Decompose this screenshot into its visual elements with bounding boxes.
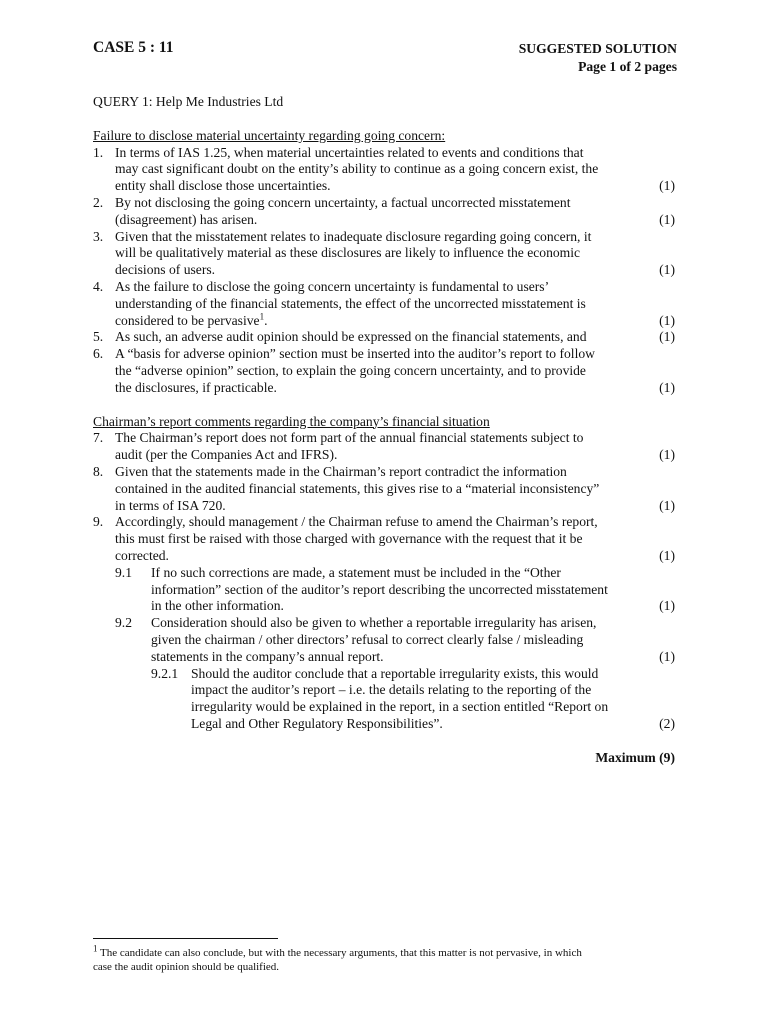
item-number: 7. — [93, 430, 104, 446]
text-line — [151, 598, 675, 615]
text-line — [151, 649, 675, 666]
list-item — [93, 514, 675, 564]
text-line: Accordingly, should management / the Chairman refuse to amend the Chairman’s report, — [115, 514, 598, 530]
item-number: 3. — [93, 228, 104, 244]
section-title-chairman-report: Chairman’s report comments regarding the company’s financial situation — [93, 413, 490, 429]
text-line: irregularity would be explained in the report, in a section entitled “Report on — [191, 699, 609, 715]
mark-allocation: (1) — [659, 547, 675, 563]
item-text — [115, 430, 675, 464]
line-text: statements in the company’s annual report. — [151, 648, 384, 664]
list-item — [93, 279, 675, 329]
text-line: given the chairman / other directors’ refusal to correct clearly false / misleading — [151, 631, 584, 647]
item-number: 6. — [93, 346, 104, 362]
text-line: will be qualitatively material as these disclosures are likely to influence the economic — [115, 245, 581, 261]
text-line: understanding of the financial statements, the effect of the uncorrected misstatement is — [115, 295, 586, 311]
list-item — [93, 195, 675, 229]
line-text: considered to be pervasive$^1$. — [115, 311, 268, 328]
list-item — [115, 565, 675, 615]
text-line: impact the auditor’s report – i.e. the details relating to the reporting of the — [191, 682, 592, 698]
mark-allocation: (1) — [659, 598, 675, 614]
text-line: Given that the statements made in the Chairman’s report contradict the information — [115, 463, 567, 479]
solution-label: SUGGESTED SOLUTION — [518, 41, 677, 56]
mark-allocation: (1) — [659, 447, 675, 463]
header-right — [519, 40, 677, 76]
item-text — [115, 229, 675, 279]
line-text: Legal and Other Regulatory Responsibilities”. — [191, 715, 443, 731]
list-item — [93, 145, 675, 195]
footnote-line: $^1$ The candidate can also conclude, but with the necessary arguments, that this matter is not pervasive, in which — [93, 943, 582, 959]
item-number: 4. — [93, 278, 104, 294]
text-line — [115, 498, 675, 515]
section-title-going-concern: Failure to disclose material uncertainty regarding going concern: — [93, 127, 446, 143]
page-indicator: Page 1 of 2 pages — [578, 59, 677, 74]
item-number: 9.2.1 — [151, 665, 179, 681]
text-line — [115, 313, 675, 330]
line-text: (disagreement) has arisen. — [115, 211, 258, 227]
text-line — [115, 212, 675, 229]
mark-allocation: (1) — [659, 648, 675, 664]
line-text: the disclosures, if practicable. — [115, 379, 277, 395]
text-line — [115, 447, 675, 464]
footnote-ref: 1 — [259, 311, 265, 322]
item-text — [115, 514, 675, 564]
text-line — [115, 329, 675, 346]
text-line: Should the auditor conclude that a reportable irregularity exists, this would — [191, 665, 599, 681]
text-line — [115, 380, 675, 397]
case-number: CASE 5 : 11 — [93, 39, 174, 56]
list-item — [93, 464, 675, 514]
maximum-marks: Maximum (9) — [595, 749, 675, 765]
text-line — [115, 178, 675, 195]
text-line: If no such corrections are made, a statement must be included in the “Other — [151, 564, 561, 580]
mark-allocation: (1) — [659, 211, 675, 227]
mark-allocation: (1) — [659, 379, 675, 395]
footnote-marker: 1 — [93, 943, 98, 954]
text-line — [115, 262, 675, 279]
item-number: 2. — [93, 194, 104, 210]
item-number: 1. — [93, 144, 104, 160]
mark-allocation: (1) — [659, 312, 675, 328]
list-item — [93, 229, 675, 279]
text-line: A “basis for adverse opinion” section must be inserted into the auditor’s report to follow — [115, 346, 595, 362]
mark-allocation: (1) — [659, 329, 675, 345]
footnote-line: case the audit opinion should be qualified. — [93, 961, 280, 973]
text-line: By not disclosing the going concern uncertainty, a factual uncorrected misstatement — [115, 194, 571, 210]
list-item — [151, 666, 675, 733]
going-concern-list — [93, 145, 675, 397]
line-text: in terms of ISA 720. — [115, 497, 226, 513]
line-text: audit (per the Companies Act and IFRS). — [115, 447, 338, 463]
item-text — [191, 666, 675, 733]
document-body — [93, 94, 675, 766]
mark-allocation: (1) — [659, 178, 675, 194]
mark-allocation: (2) — [659, 715, 675, 731]
text-line: The Chairman’s report does not form part of the annual financial statements subject to — [115, 430, 584, 446]
line-text: entity shall disclose those uncertainties. — [115, 178, 331, 194]
text-line: this must first be raised with those charged with governance with the request that it be — [115, 531, 583, 547]
item-text — [115, 195, 675, 229]
item-text — [151, 565, 675, 615]
item-number: 8. — [93, 463, 104, 479]
text-line: contained in the audited financial statements, this gives rise to a “material inconsistency” — [115, 480, 600, 496]
item-number: 9.2 — [115, 615, 132, 631]
text-line: As the failure to disclose the going concern uncertainty is fundamental to users’ — [115, 278, 550, 294]
item-text — [115, 464, 675, 514]
chairman-report-list — [93, 430, 675, 732]
list-item — [115, 615, 675, 665]
item-text — [115, 279, 675, 329]
line-text: decisions of users. — [115, 262, 216, 278]
text-line — [115, 548, 675, 565]
query-title: QUERY 1: Help Me Industries Ltd — [93, 94, 284, 109]
line-text: As such, an adverse audit opinion should be expressed on the financial statements, and — [115, 329, 587, 345]
mark-allocation: (1) — [659, 262, 675, 278]
item-text — [151, 615, 675, 665]
item-number: 5. — [93, 329, 104, 345]
text-line: In terms of IAS 1.25, when material uncertainties related to events and conditions that — [115, 144, 584, 160]
item-text — [115, 145, 675, 195]
text-line: the “adverse opinion” section, to explain the going concern uncertainty, and to provide — [115, 362, 586, 378]
text-line: Consideration should also be given to whether a reportable irregularity has arisen, — [151, 615, 597, 631]
item-number: 9.1 — [115, 564, 132, 580]
list-item — [93, 346, 675, 396]
text-line: Given that the misstatement relates to inadequate disclosure regarding going concern, it — [115, 228, 592, 244]
item-text — [115, 329, 675, 346]
list-item — [93, 329, 675, 346]
footnote — [93, 943, 693, 974]
list-item — [93, 430, 675, 464]
mark-allocation: (1) — [659, 497, 675, 513]
text-line — [191, 716, 675, 733]
text-line: information” section of the auditor’s report describing the uncorrected misstatement — [151, 581, 608, 597]
item-number: 9. — [93, 514, 104, 530]
text-line: may cast significant doubt on the entity’s ability to continue as a going concern exist, the — [115, 161, 599, 177]
line-text: corrected. — [115, 547, 169, 563]
item-text — [115, 346, 675, 396]
footnote-divider — [93, 938, 278, 939]
line-text: in the other information. — [151, 598, 284, 614]
